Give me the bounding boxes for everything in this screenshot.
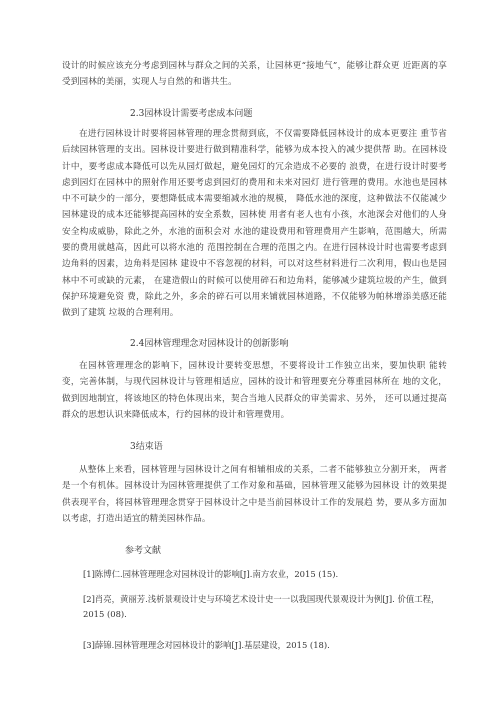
reference-item-3: [3]薛锦.园林管理理念对园林设计的影响[J].基层建设，2015 (18). [83, 640, 330, 650]
references-heading: 参考文献 [125, 546, 162, 556]
section-heading-3: 3结束语 [130, 442, 163, 452]
section-2-3-paragraph: 在进行园林设计时要将园林管理的理念贯彻到底，不仅需要降低园林设计的成本更要注 重节省后续园林管理的支出。园林设计要进行做到精准科学，能够为成本投入的减少提供帮 助。在园林设计中，要考虑成本降低可以先从园灯做起，避免园灯的冗余造成不必要的 浪费，在进行设计时要考虑到园灯在园林中的照射作用还要考虑到园灯的费用和未来对园灯 进行管理的费用。水池也是园林中不可缺少的一部分，要想降低成本需要缩减水池的规模， 降低水池的深度，这种做法不仅能减少园林建设的成本还能够提高园林的安全系数，园林使 用者有老人也有小孩，水池深会对他们的人身安全构成威胁，除此之外，水池的面积会对 水池的建设费用和管理费用产生影响，范围越大，所需要的费用就越高，因此可以将水池的 范围控制在合理的范围之内。在进行园林设计时也需要考虑到边角料的因素，边角料是园林 建设中不容忽视的材料，可以对这些材料进行二次利用，假山也是园林中不可或缺的元素， 在建造假山的时候可以使用碎石和边角料，能够减少建筑垃圾的产生，做到保护环境避免资 费，除此之外，多余的碎石可以用来铺就园林道路，不仅能够为帕林增添美感还能做到了建筑 垃圾的合理利用。 [62, 129, 447, 319]
conclusion-paragraph: 从整体上来看，园林管理与园林设计之间有相辅相成的关系，二者不能够独立分割开来， 两者是一个有机体。园林设计为园林管理提供了工作对象和基础，园林管理又能够为园林设 计的效果提供表现平台，将园林管理理念贯穿于园林设计之中是当前园林设计工作的发展趋 势，要从多方面加以考虑，打造出适宜的精美园林作品。 [62, 465, 447, 524]
intro-paragraph: 设计的时候应该充分考虑到园林与群众之间的关系，让园林更“接地气”，能够让群众更 近距离的享受到园林的美丽，实现人与自然的和谐共生。 [62, 61, 447, 88]
section-heading-2-4: 2.4园林管理理念对园林设计的创新影响 [130, 339, 289, 349]
section-2-4-paragraph: 在园林管理理念的影响下，园林设计要转变思想，不要将设计工作独立出来，要加快职 能转变，完善体制，与现代园林设计与管理相适应，园林的设计和管理要充分尊重园林所在 地的文化，做到因地制宜，将该地区的特色体现出来，契合当地人民群众的审美需求、另外， 还可以通过提高群众的思想认识来降低成本，行约园林的设计和管理费用。 [62, 361, 447, 420]
section-heading-2-3: 2.3园林设计需要考虑成本问题 [130, 109, 253, 119]
reference-item-2: [2]肖亮，黄丽芳.浅析景观设计史与环境艺术设计史一一以我国现代景观设计为例[J]. 价值工程，2015 (08). [83, 594, 440, 619]
reference-item-1: [1]陈博仁.园林管理理念对园林设计的影响[J].南方农业，2015 (15). [83, 569, 339, 579]
